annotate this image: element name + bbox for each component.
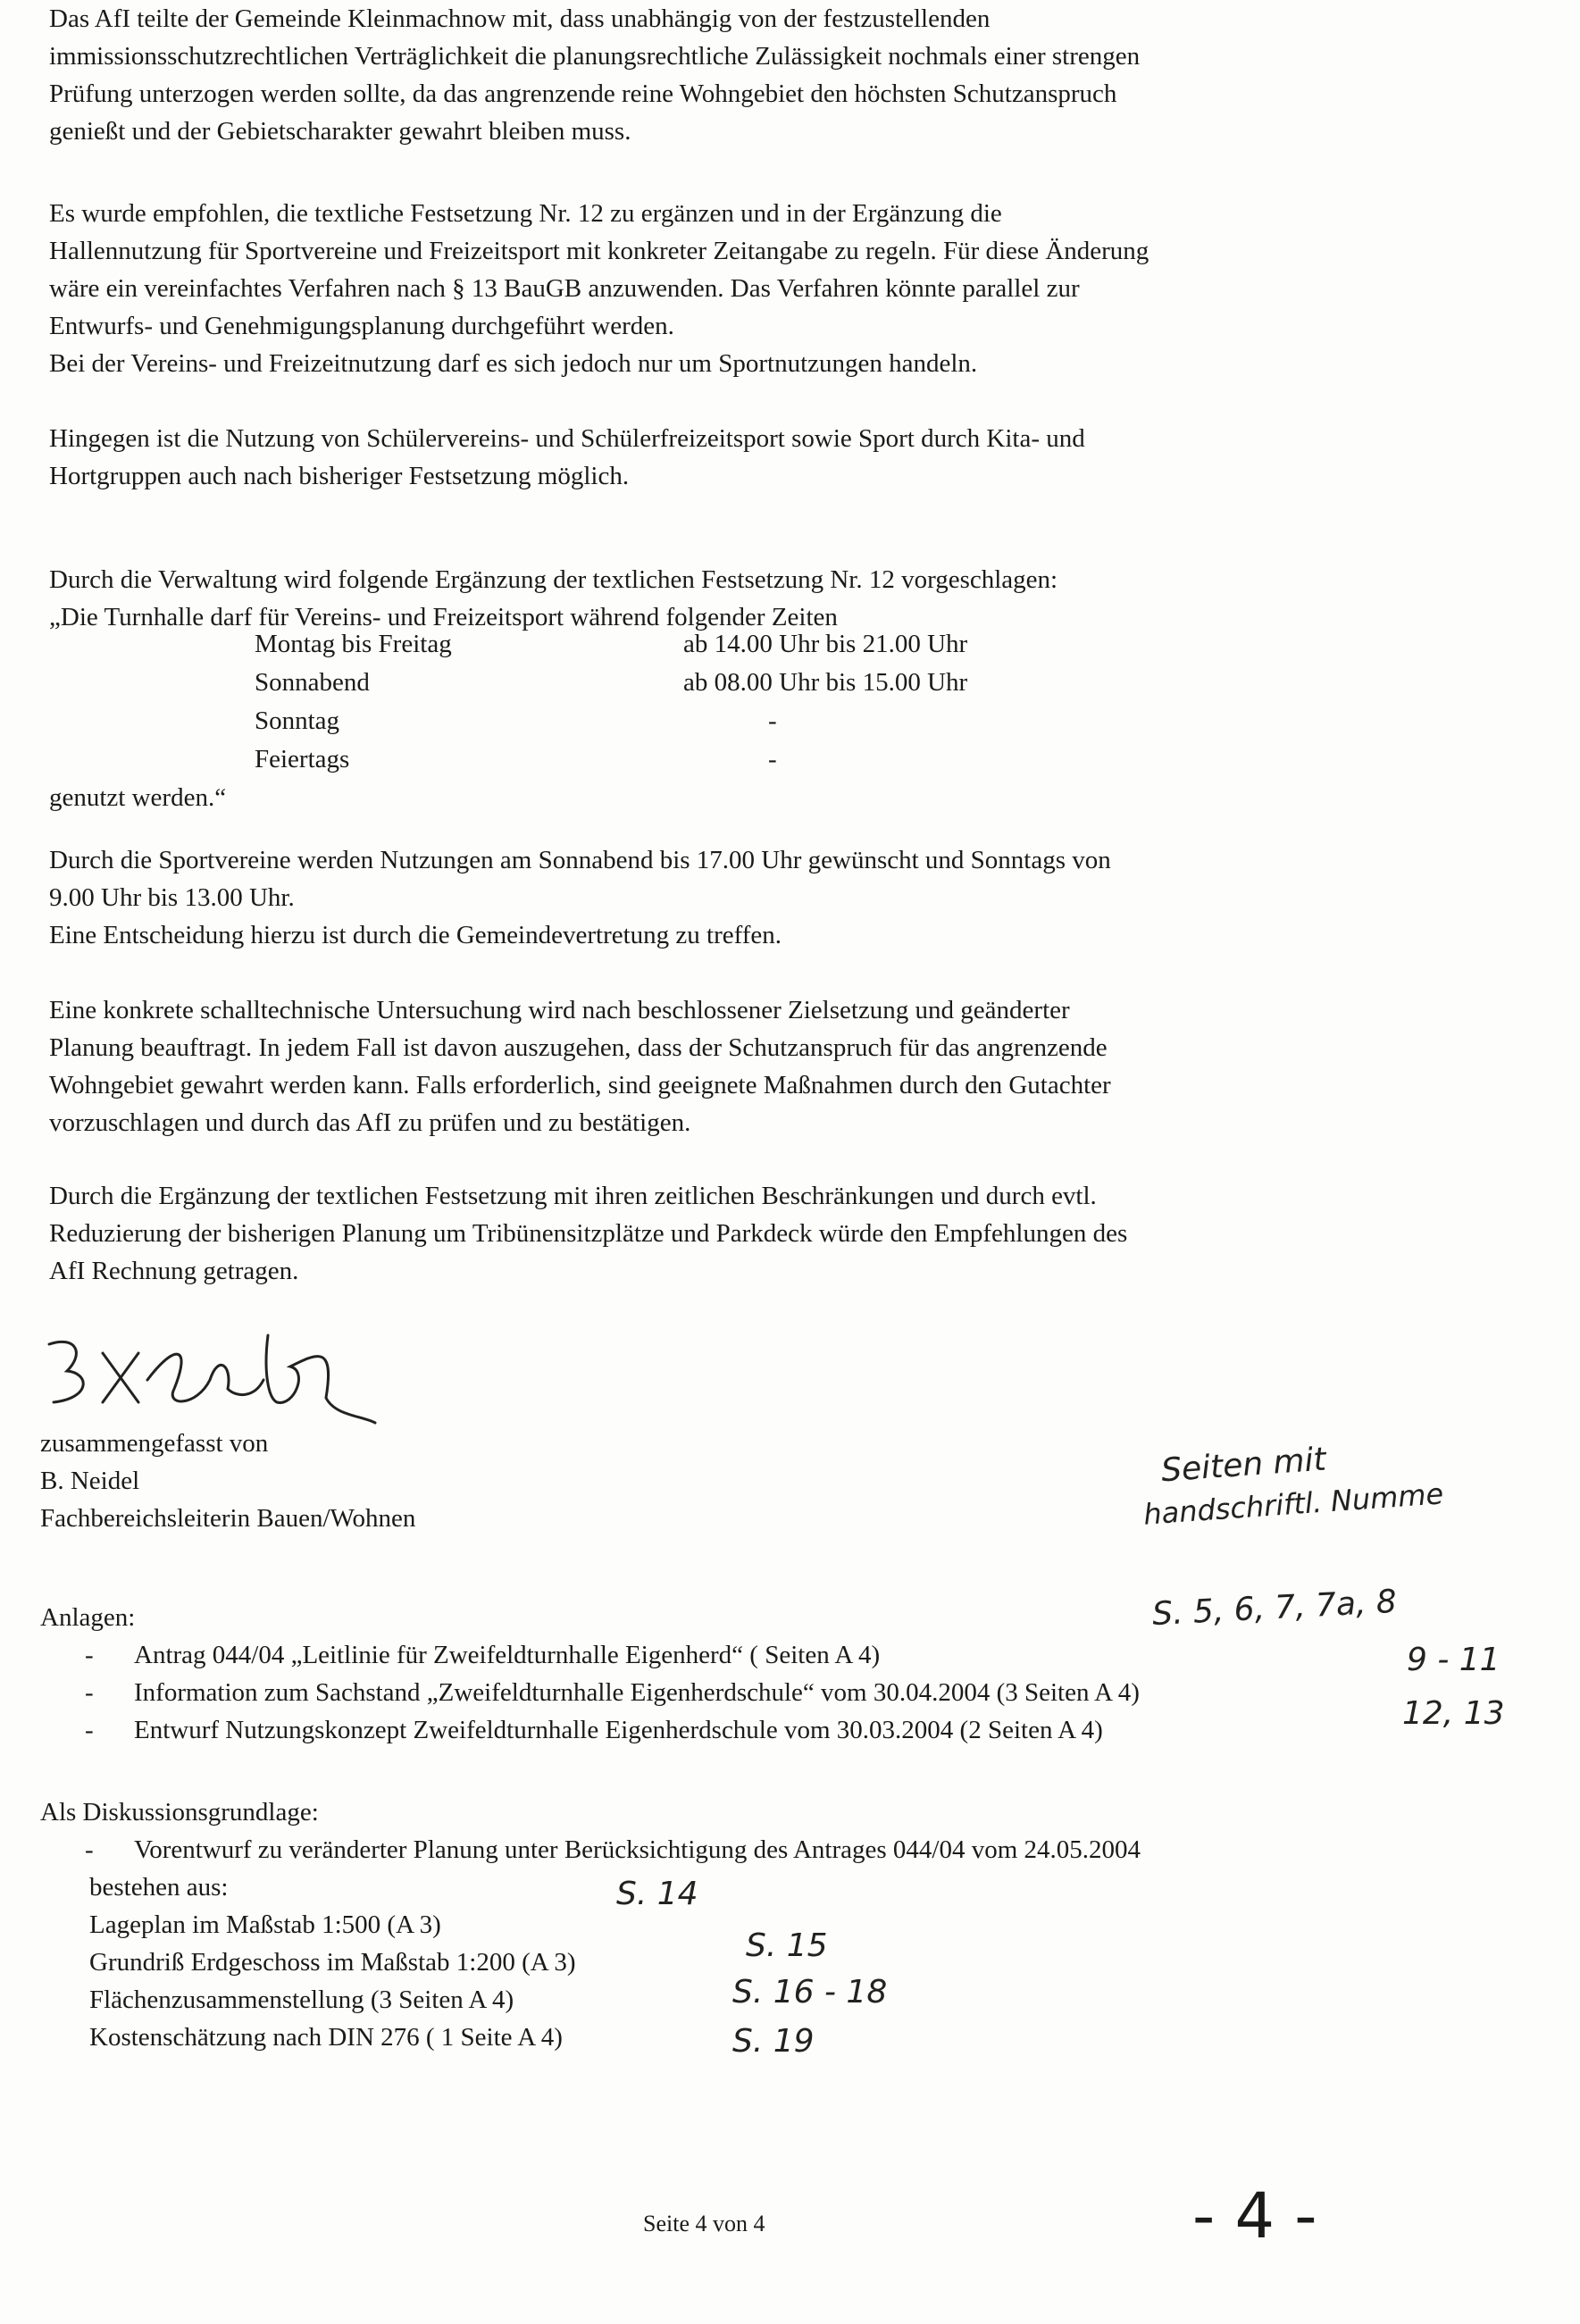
text-line: Hortgruppen auch nach bisheriger Festsetzung möglich.	[49, 462, 630, 490]
list-item	[40, 1831, 1141, 1868]
text-line: Eine Entscheidung hierzu ist durch die Gemeindevertretung zu treffen.	[49, 921, 782, 949]
bullet: -	[85, 1641, 94, 1669]
list-item	[40, 1636, 1140, 1674]
text-line: Hingegen ist die Nutzung von Schülervereins- und Schülerfreizeitsport sowie Sport durch Kita- und	[49, 424, 1085, 453]
handwritten-note-line2: handschriftl. Numme	[1142, 1476, 1445, 1532]
paragraph-3	[49, 420, 1478, 495]
paragraph-6	[49, 991, 1478, 1141]
hours-table	[255, 625, 1148, 779]
signature-scribble	[40, 1317, 380, 1434]
text-line: genutzt werden.“	[49, 783, 227, 812]
handwritten-page-ref: 12, 13	[1402, 1695, 1505, 1732]
text-line: Es wurde empfohlen, die textliche Festsetzung Nr. 12 zu ergänzen und in der Ergänzung die	[49, 199, 1002, 228]
handwritten-note-line1: Seiten mit	[1159, 1441, 1327, 1490]
diskussion-list	[40, 1793, 1141, 2056]
text-line: 9.00 Uhr bis 13.00 Uhr.	[49, 883, 295, 912]
text-line: wäre ein vereinfachtes Verfahren nach § 13 BauGB anzuwenden. Das Verfahren könnte parallel zur	[49, 274, 1080, 303]
list-item-text: Entwurf Nutzungskonzept Zweifeldturnhalle Eigenherdschule vom 30.03.2004 (2 Seiten A 4)	[134, 1716, 1103, 1744]
text-line: genießt und der Gebietscharakter gewahrt bleiben muss.	[49, 117, 631, 146]
handwritten-page-ref: 9 - 11	[1407, 1642, 1501, 1678]
paragraph-7	[49, 1177, 1478, 1290]
handwritten-page-ref: S. 5, 6, 7, 7a, 8	[1151, 1583, 1398, 1634]
diskussion-title: Als Diskussionsgrundlage:	[40, 1798, 319, 1827]
signature-caption: zusammengefasst von	[40, 1429, 269, 1458]
hours-row	[255, 740, 1148, 779]
text-line: Hallennutzung für Sportvereine und Freizeitsport mit konkreter Zeitangabe zu regeln. Für diese Änderung	[49, 237, 1149, 265]
list-item-text: Vorentwurf zu veränderter Planung unter Berücksichtigung des Antrages 044/04 vom 24.05.2004	[134, 1835, 1141, 1864]
paragraph-5	[49, 841, 1478, 954]
text-line: Durch die Sportvereine werden Nutzungen am Sonnabend bis 17.00 Uhr gewünscht und Sonntags von	[49, 846, 1111, 874]
hours-time: -	[768, 745, 777, 773]
hours-time: ab 14.00 Uhr bis 21.00 Uhr	[683, 630, 968, 658]
text-line: immissionsschutzrechtlichen Verträglichkeit die planungsrechtliche Zulässigkeit nochmals einer strengen	[49, 42, 1141, 71]
handwritten-page-ref: S. 16 - 18	[732, 1974, 888, 2011]
page-footer: Seite 4 von 4	[643, 2211, 765, 2236]
signature	[40, 1317, 665, 1438]
text-line: Planung beauftragt. In jedem Fall ist davon auszugehen, dass der Schutzanspruch für das angrenzende	[49, 1033, 1108, 1062]
signature-role: Fachbereichsleiterin Bauen/Wohnen	[40, 1504, 416, 1533]
text-line: vorzuschlagen und durch das AfI zu prüfen und zu bestätigen.	[49, 1108, 691, 1137]
text-line: Eine konkrete schalltechnische Untersuchung wird nach beschlossener Zielsetzung und geänderter	[49, 996, 1070, 1024]
text-line: Entwurfs- und Genehmigungsplanung durchgeführt werden.	[49, 312, 674, 340]
list-item	[40, 1711, 1140, 1749]
list-item-text: Antrag 044/04 „Leitlinie für Zweifeldturnhalle Eigenherd“ ( Seiten A 4)	[134, 1641, 881, 1669]
text-line: Reduzierung der bisherigen Planung um Tribünensitzplätze und Parkdeck würde den Empfehlungen des	[49, 1219, 1128, 1248]
list-item: Flächenzusammenstellung (3 Seiten A 4)	[89, 1985, 514, 2014]
bullet: -	[85, 1678, 94, 1707]
handwritten-page-ref: S. 14	[616, 1876, 698, 1912]
text-line: AfI Rechnung getragen.	[49, 1257, 299, 1285]
hours-day: Montag bis Freitag	[255, 630, 452, 658]
text-line: Das AfI teilte der Gemeinde Kleinmachnow mit, dass unabhängig von der festzustellenden	[49, 4, 991, 33]
text-line: Durch die Verwaltung wird folgende Ergänzung der textlichen Festsetzung Nr. 12 vorgeschlagen:	[49, 565, 1058, 594]
list-item-text: Information zum Sachstand „Zweifeldturnhalle Eigenherdschule“ vom 30.04.2004 (3 Seiten A 4)	[134, 1678, 1140, 1707]
diskussion-intro2: bestehen aus:	[89, 1873, 229, 1902]
handwritten-page-ref: S. 19	[732, 2023, 815, 2060]
text-line: Prüfung unterzogen werden sollte, da das angrenzende reine Wohngebiet den höchsten Schutzanspruch	[49, 79, 1117, 108]
signature-name: B. Neidel	[40, 1467, 140, 1495]
anlagen-title: Anlagen:	[40, 1603, 136, 1632]
hours-day: Feiertags	[255, 745, 350, 773]
bullet: -	[85, 1716, 94, 1744]
hours-day: Sonntag	[255, 706, 340, 735]
text-line: Bei der Vereins- und Freizeitnutzung darf es sich jedoch nur um Sportnutzungen handeln.	[49, 349, 978, 378]
hours-time: -	[768, 706, 777, 735]
hours-row	[255, 702, 1148, 740]
list-item: Lageplan im Maßstab 1:500 (A 3)	[89, 1910, 441, 1939]
list-item: Kostenschätzung nach DIN 276 ( 1 Seite A 4)	[89, 2023, 563, 2052]
signature-block	[40, 1425, 415, 1537]
text-line: „Die Turnhalle darf für Vereins- und Freizeitsport während folgender Zeiten	[49, 603, 838, 631]
text-line: Durch die Ergänzung der textlichen Festsetzung mit ihren zeitlichen Beschränkungen und durch evtl.	[49, 1182, 1097, 1210]
list-item: Grundriß Erdgeschoss im Maßstab 1:200 (A 3)	[89, 1948, 576, 1977]
bullet: -	[85, 1835, 94, 1864]
hours-day: Sonnabend	[255, 668, 370, 697]
paragraph-4-end	[49, 779, 1478, 816]
paragraph-2	[49, 195, 1478, 382]
hours-row	[255, 625, 1148, 664]
paragraph-1	[49, 0, 1478, 150]
hours-time: ab 08.00 Uhr bis 15.00 Uhr	[683, 668, 968, 697]
handwritten-page-ref: S. 15	[746, 1927, 828, 1964]
text-line: Wohngebiet gewahrt werden kann. Falls erforderlich, sind geeignete Maßnahmen durch den Gutachter	[49, 1071, 1111, 1099]
handwritten-page-number: - 4 -	[1192, 2179, 1317, 2253]
hours-row	[255, 664, 1148, 702]
list-item	[40, 1674, 1140, 1711]
anlagen-list	[40, 1599, 1140, 1749]
